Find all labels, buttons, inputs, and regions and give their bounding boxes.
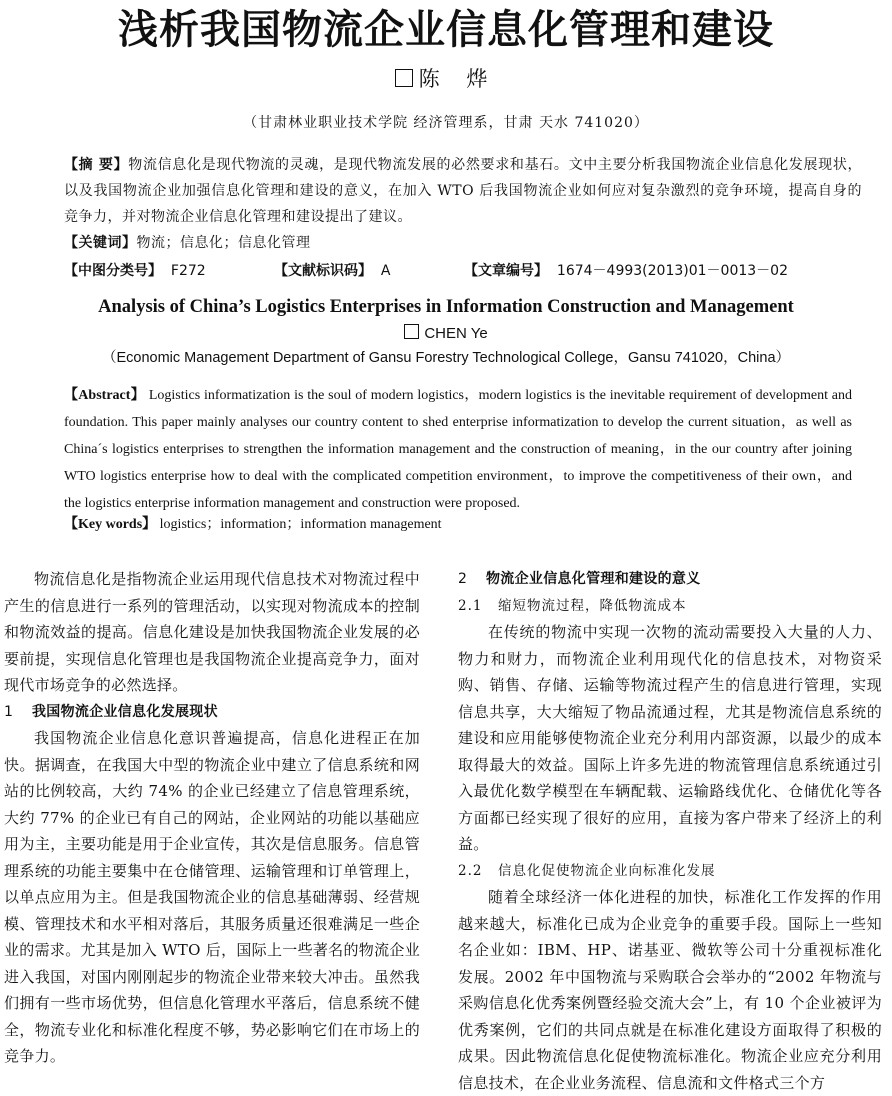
article-id-value: 1674－4993(2013)01－0013－02 <box>556 263 788 279</box>
english-title: Analysis of China’s Logistics Enterprises in Information Construction and Management <box>98 297 794 317</box>
abstract-cn-body <box>32 152 862 230</box>
clc-label: 【中图分类号】 <box>64 263 162 279</box>
english-affiliation: （Economic Management Department of Gansu Forestry Technological College，Gansu 741020，China） <box>101 350 791 366</box>
subsection-2-2-number: 2.2 <box>458 862 483 879</box>
abstract-en-text: Logistics informatization is the soul of modern logistics，modern logistics is the inevitable requirement of development and foundation. This paper mainly analyses our country content to shed enterprise informatization to develop the current situation，as well as China´s logistics enterprises to strengthen the information management and the construction of meaning，in the our country after joining WTO logistics enterprise how to deal with the complicated competition environment，to improve the competitiveness of their own，and the logistics enterprise information management and construction were proposed. <box>64 388 852 511</box>
abstract-en-label: 【Abstract】 <box>64 388 146 403</box>
right-column <box>458 566 882 1096</box>
article-id-item <box>464 258 788 284</box>
doc-code-value: A <box>380 263 391 279</box>
keywords-en <box>64 513 864 537</box>
subsection-2-2-heading <box>458 858 882 885</box>
abstract-en <box>32 382 852 517</box>
keywords-cn-label: 【关键词】 <box>64 235 137 251</box>
doc-code-label: 【文献标识码】 <box>274 263 372 279</box>
section-2-number: 2 <box>458 571 468 587</box>
author-box-icon <box>395 69 413 87</box>
article-id-label: 【文章编号】 <box>464 263 548 279</box>
section-1-paragraph: 我国物流企业信息化意识普遍提高，信息化进程正在加快。据调查，在我国大中型的物流企业中建立了信息系统和网站的比例较高，大约 74% 的企业已经建立了信息管理系统，大约 77% 的企业已有自己的网站，企业网站的功能以基础应用为主，主要功能是用于企业宣传，其次是信息服务。信息管理系统的功能主要集中在仓储管理、运输管理和订单管理上，以单点应用为主。但是我国物流企业的信息基础薄弱、经营规模、管理技术和水平相对落后，其服务质量还很难满足一些企业的需求。尤其是加入 WTO 后，国际上一些著名的物流企业进入我国，对国内刚刚起步的物流企业带来较大冲击。虽然我们拥有一些市场优势，但信息化管理水平落后，信息系统不健全，物流专业化和标准化程度不够，势必影响它们在市场上的竞争力。 <box>4 729 420 1065</box>
abstract-cn-label: 【摘 要】 <box>64 157 129 173</box>
subsection-2-1-paragraph: 在传统的物流中实现一次物的流动需要投入大量的人力、物力和财力，而物流企业利用现代化的信息技术，对物资采购、销售、存储、运输等物流过程产生的信息进行管理，实现信息共享，大大缩短了物品流通过程，尤其是物流信息系统的建设和应用能够使物流企业充分利用内部资源，以最少的成本取得最大的效益。国际上许多先进的物流管理信息系统通过引入最优化数学模型在车辆配载、运输路线优化、仓储优化等各方面都已经实现了很好的应用，直接为客户带来了经济上的利益。 <box>458 623 882 853</box>
left-column <box>4 566 420 1070</box>
english-author-box-icon <box>404 324 419 339</box>
subsection-2-1-number: 2.1 <box>458 597 483 614</box>
clc-value: F272 <box>170 263 206 279</box>
abstract-en-body <box>32 382 852 517</box>
section-1-number: 1 <box>4 703 14 720</box>
section-2-title: 物流企业信息化管理和建设的意义 <box>486 571 701 587</box>
section-2-heading <box>458 566 882 593</box>
author-name: 陈 烨 <box>418 67 498 91</box>
english-author: CHEN Ye <box>424 325 488 342</box>
subsection-2-1-title: 缩短物流过程，降低物流成本 <box>498 597 687 614</box>
english-author-line <box>0 322 892 346</box>
subsection-2-2-title: 信息化促使物流企业向标准化发展 <box>498 862 716 879</box>
affiliation: （甘肃林业职业技术学院 经济管理系，甘肃 天水 741020） <box>243 115 649 131</box>
keywords-cn-text: 物流；信息化；信息化管理 <box>136 235 311 251</box>
paper-title: 浅析我国物流企业信息化管理和建设 <box>118 7 774 53</box>
subsection-2-2-paragraph: 随着全球经济一体化进程的加快，标准化工作发挥的作用越来越大，标准化已成为企业竞争的重要手段。国际上一些知名企业如：IBM、HP、诺基亚、微软等公司十分重视标准化发展。2002 年中国物流与采购联合会举办的“2002 年物流与采购信息化优秀案例暨经验交流大会”上，有 10 个企业被评为优秀案例，它们的共同点就是在标准化建设方面取得了积极的成果。因此物流信息化促使物流标准化。物流企业应充分利用信息技术，在企业业务流程、信息流和文件格式三个方 <box>458 888 882 1092</box>
keywords-en-text: logistics；information；information management <box>159 517 442 532</box>
clc-item <box>64 258 206 284</box>
abstract-cn-text: 物流信息化是现代物流的灵魂，是现代物流发展的必然要求和基石。文中主要分析我国物流企业信息化发展现状，以及我国物流企业加强信息化管理和建设的意义，在加入 WTO 后我国物流企业如何应对复杂激烈的竞争环境，提高自身的竞争力，并对物流企业信息化管理和建设提出了建议。 <box>64 157 862 225</box>
subsection-2-1-heading <box>458 593 882 620</box>
keywords-en-label: 【Key words】 <box>64 517 157 532</box>
meta-row <box>64 258 864 284</box>
abstract-cn <box>32 152 862 256</box>
keywords-cn <box>32 230 862 256</box>
section-1-title: 我国物流企业信息化发展现状 <box>32 703 218 720</box>
author-line <box>0 64 892 94</box>
intro-paragraph: 物流信息化是指物流企业运用现代信息技术对物流过程中产生的信息进行一系列的管理活动，以实现对物流成本的控制和物流效益的提高。信息化建设是加快我国物流企业发展的必要前提，实现信息化管理也是我国物流企业提高竞争力，面对现代市场竞争的必然选择。 <box>4 570 420 694</box>
doc-code-item <box>274 258 390 284</box>
section-1-heading <box>4 699 420 726</box>
